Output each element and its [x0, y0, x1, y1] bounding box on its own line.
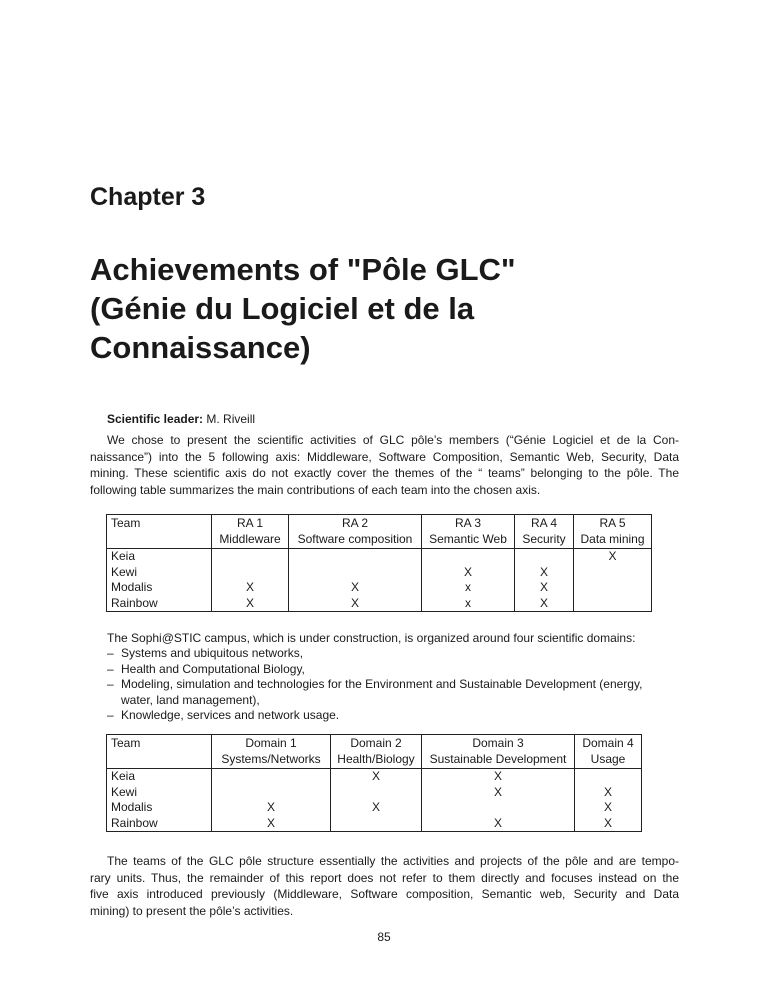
closing-line: mining) to present the pôle’s activities.	[90, 903, 294, 918]
closing-line: five axis introduced previously (Middleware, Software composition, Semantic web, Security and Data	[90, 887, 679, 901]
table-header-domain2: Domain 2 Health/Biology	[331, 735, 422, 769]
page-number: 85	[377, 930, 391, 944]
table-header-domain1: Domain 1 Systems/Networks	[212, 735, 331, 769]
intro-paragraph	[90, 432, 679, 498]
table-cell: X	[422, 769, 575, 785]
list-item: – Health and Computational Biology,	[107, 661, 305, 676]
table-header-ra1: RA 1 Middleware	[212, 515, 289, 549]
closing-paragraph	[90, 853, 679, 919]
table-cell	[574, 596, 652, 612]
domain-list	[107, 646, 687, 724]
table-cell	[331, 785, 422, 801]
table-cell: x	[422, 596, 515, 612]
table-row	[107, 580, 652, 596]
team-cell: Modalis	[107, 580, 212, 596]
chapter-title-line: Achievements of "Pôle GLC"	[90, 252, 516, 287]
table-row	[107, 769, 642, 785]
list-item: – Knowledge, services and network usage.	[107, 708, 340, 723]
table-cell: X	[289, 580, 422, 596]
table-cell: X	[515, 580, 574, 596]
table-header-ra5: RA 5 Data mining	[574, 515, 652, 549]
table-row	[107, 596, 652, 612]
table-cell: X	[422, 816, 575, 832]
table-cell: X	[212, 816, 331, 832]
table-cell: X	[212, 800, 331, 816]
scientific-leader-name: M. Riveill	[206, 412, 256, 426]
table-header-ra3: RA 3 Semantic Web	[422, 515, 515, 549]
table-cell	[422, 800, 575, 816]
list-item: – Modeling, simulation and technologies for the Environment and Sustainable Development (energy, water, land management),	[107, 677, 643, 707]
table-header-domain3: Domain 3 Sustainable Development	[422, 735, 575, 769]
table-row	[107, 565, 652, 581]
list-item: – Systems and ubiquitous networks,	[107, 646, 304, 660]
table-cell: X	[575, 816, 642, 832]
team-cell: Kewi	[107, 785, 212, 801]
table-header-team: Team	[107, 735, 212, 769]
table-cell: X	[575, 785, 642, 801]
table-cell	[331, 816, 422, 832]
table-cell: x	[422, 580, 515, 596]
intro-line: naissance”) into the 5 following axis: Middleware, Software Composition, Semantic Web, Security, Data	[90, 449, 679, 464]
table-cell: X	[422, 565, 515, 581]
table-cell	[575, 769, 642, 785]
scientific-leader	[107, 411, 255, 427]
table-header-row	[107, 515, 652, 549]
intro-line: mining. These scientific axis do not exactly cover the themes of the “ teams” belonging to the pôle. The	[90, 466, 679, 480]
campus-intro: The Sophi@STIC campus, which is under construction, is organized around four scientific domains:	[107, 631, 636, 645]
table-cell: X	[574, 549, 652, 565]
table-header-team: Team	[107, 515, 212, 549]
table-row	[107, 785, 642, 801]
table-cell	[212, 769, 331, 785]
table-cell: X	[212, 596, 289, 612]
team-cell: Keia	[107, 549, 212, 565]
table-cell	[212, 785, 331, 801]
closing-line: The teams of the GLC pôle structure essentially the activities and projects of the pôle and are tempo-	[107, 854, 679, 868]
table-row	[107, 816, 642, 832]
table-header-ra4: RA 4 Security	[515, 515, 574, 549]
table-cell: X	[515, 565, 574, 581]
closing-line: rary units. Thus, the remainder of this report does not refer to them directly and focuses instead on the	[90, 870, 679, 885]
chapter-title-line: (Génie du Logiciel et de la	[90, 291, 475, 326]
table-cell: X	[331, 800, 422, 816]
team-cell: Modalis	[107, 800, 212, 816]
table-header-domain4: Domain 4 Usage	[575, 735, 642, 769]
table-cell	[515, 549, 574, 565]
chapter-label: Chapter 3	[90, 183, 206, 211]
table-cell	[422, 549, 515, 565]
table-header-ra2: RA 2 Software composition	[289, 515, 422, 549]
table-cell	[574, 565, 652, 581]
table-cell: X	[289, 596, 422, 612]
axis-contribution-table	[106, 514, 652, 612]
intro-line: We chose to present the scientific activities of GLC pôle’s members (“Génie Logiciel et de la Con-	[107, 433, 679, 447]
chapter-title	[90, 250, 690, 367]
chapter-title-line: Connaissance)	[90, 330, 311, 365]
domain-table	[106, 734, 642, 832]
table-cell	[212, 549, 289, 565]
table-header-row	[107, 735, 642, 769]
table-row	[107, 549, 652, 565]
team-cell: Kewi	[107, 565, 212, 581]
table-cell: X	[575, 800, 642, 816]
table-cell: X	[422, 785, 575, 801]
table-cell	[289, 565, 422, 581]
team-cell: Rainbow	[107, 596, 212, 612]
table-cell: X	[515, 596, 574, 612]
table-cell	[289, 549, 422, 565]
table-row	[107, 800, 642, 816]
scientific-leader-label: Scientific leader:	[107, 412, 204, 426]
table-cell: X	[331, 769, 422, 785]
table-cell	[212, 565, 289, 581]
table-cell	[574, 580, 652, 596]
team-cell: Keia	[107, 769, 212, 785]
table-cell: X	[212, 580, 289, 596]
intro-line: following table summarizes the main contributions of each team into the chosen axis.	[90, 482, 541, 497]
team-cell: Rainbow	[107, 816, 212, 832]
